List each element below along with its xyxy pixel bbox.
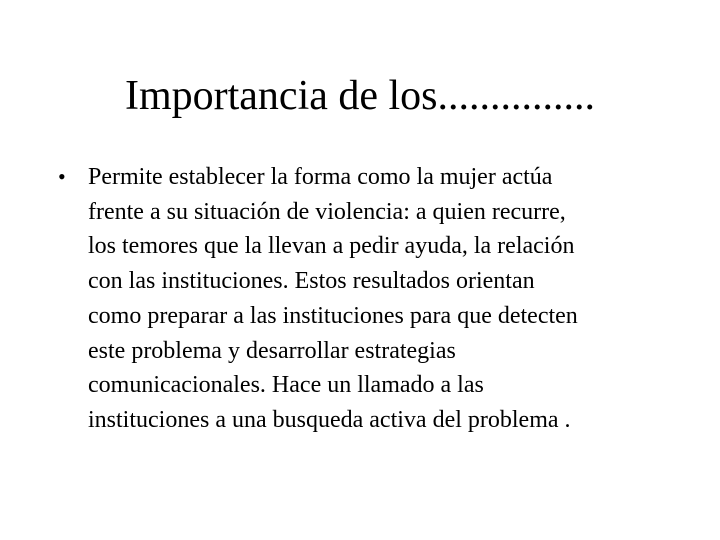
bullet-list	[54, 160, 674, 438]
bullet-text-line: Permite establecer la forma como la mujer actúa	[88, 164, 553, 190]
bullet-text-line: los temores que la llevan a pedir ayuda, la relación	[88, 233, 575, 260]
bullet-text-line: comunicacionales. Hace un llamado a las	[88, 372, 484, 399]
bullet-text-line: con las instituciones. Estos resultados orientan	[88, 268, 535, 295]
bullet-text-line: instituciones a una busqueda activa del problema .	[88, 406, 571, 433]
bullet-text-line: como preparar a las instituciones para que detecten	[88, 302, 578, 329]
slide-title: Importancia de los...............	[124, 73, 596, 119]
bullet-marker: •	[58, 164, 66, 189]
bullet-item	[54, 160, 674, 438]
bullet-text-line: este problema y desarrollar estrategias	[88, 337, 456, 364]
bullet-text-line: frente a su situación de violencia: a quien recurre,	[88, 198, 566, 225]
